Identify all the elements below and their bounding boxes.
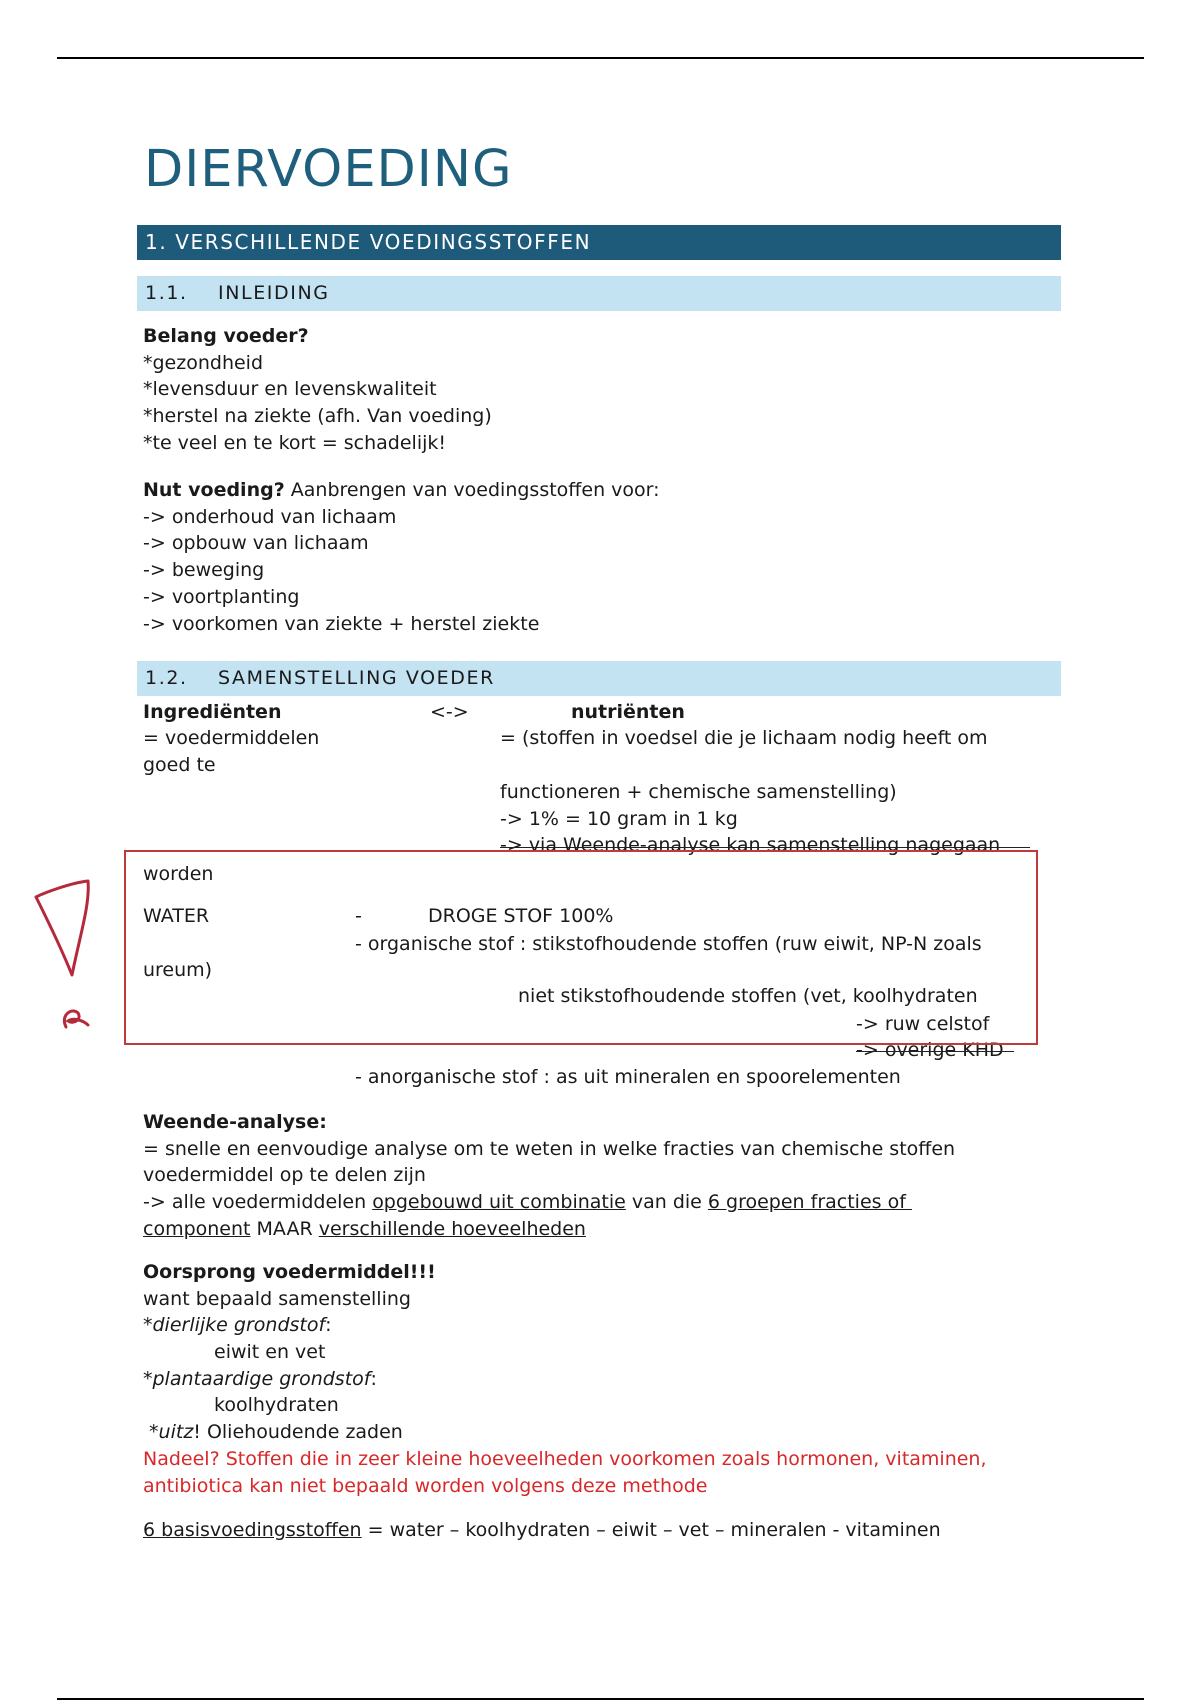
overige-khd-line: -> overige KHD [856,1039,1004,1061]
section-heading-1-1 [137,276,1061,311]
section-label: INLEIDING [218,282,330,304]
strikethrough-line [500,847,1030,848]
text-run: * [143,1421,159,1443]
goed-te: goed te [143,754,216,776]
text-run: = water – koolhydraten – eiwit – vet – mineralen - vitaminen [361,1519,941,1541]
belang-item: *te veel en te kort = schadelijk! [143,432,447,454]
strikethrough-line [856,1051,1014,1052]
text-run: * [143,1314,153,1336]
basisvoedingsstoffen-line [143,1517,941,1543]
dierlijke-line [143,1312,332,1338]
weende-line [143,1189,912,1215]
nutrienten-label: nutriënten [571,701,685,723]
niet-stikstof-line: niet stikstofhoudende stoffen (vet, koolhydraten [518,985,978,1007]
annotation-box [124,850,1038,1045]
section-label: SAMENSTELLING VOEDER [218,667,495,689]
nadeel-line: antibiotica kan niet bepaald worden volgens deze methode [143,1475,708,1497]
water-label: WATER [143,905,210,927]
text-run: van die [625,1191,708,1213]
weende-heading: Weende-analyse: [143,1111,327,1133]
organische-stof-line: - organische stof : stikstofhoudende stoffen (ruw eiwit, NP-N zoals [355,933,982,955]
plantaardige-line [143,1366,377,1392]
ruw-celstof-line: -> ruw celstof [856,1013,990,1035]
text-run: component [143,1218,251,1240]
belang-item: *levensduur en levenskwaliteit [143,378,437,400]
text-run: * [143,1368,153,1390]
text-run: MAAR [250,1218,319,1240]
page-title: DIERVOEDING [144,140,513,199]
section-number: 1.1. [145,282,188,304]
text-run: uitz [158,1421,194,1443]
text-run: ! Oliehoudende zaden [193,1421,403,1443]
text-run: dierlijke grondstof [152,1314,326,1336]
anorganische-stof-line: - anorganische stof : as uit mineralen en spoorelementen [355,1066,901,1088]
section-heading-1: 1. VERSCHILLENDE VOEDINGSSTOFFEN [137,225,1061,260]
nut-item: -> onderhoud van lichaam [143,506,397,528]
weende-line [143,1216,586,1242]
text-run: 6 groepen fracties of [707,1191,912,1213]
worden-line: worden [143,863,214,885]
uitz-line [143,1419,403,1445]
top-rule [57,57,1144,59]
nut-item: -> opbouw van lichaam [143,532,369,554]
functioneren-line: functioneren + chemische samenstelling) [500,781,897,803]
nut-item: -> beweging [143,559,265,581]
ureum-line: ureum) [143,959,213,981]
belang-item: *gezondheid [143,352,264,374]
text-run: verschillende hoeveelheden [318,1218,586,1240]
nut-item: -> voortplanting [143,586,300,608]
weende-line: voedermiddel op te delen zijn [143,1164,426,1186]
weende-line: = snelle en eenvoudige analyse om te weten in welke fracties van chemische stoffen [143,1138,956,1160]
belang-heading: Belang voeder? [143,325,309,347]
weende-via-line: -> via Weende-analyse kan samenstelling nagegaan [500,834,1001,856]
nutrienten-def: = (stoffen in voedsel die je lichaam nodig heeft om [500,727,988,749]
dierlijke-value: eiwit en vet [214,1341,326,1363]
voedermiddelen-def: = voedermiddelen [143,727,320,749]
dash: - [355,905,362,927]
section-heading-1-2 [137,661,1061,696]
nut-heading: Nut voeding? [143,479,285,501]
droge-stof-label: DROGE STOF 100% [428,905,614,927]
percent-line: -> 1% = 10 gram in 1 kg [500,808,738,830]
oorsprong-line: want bepaald samenstelling [143,1288,411,1310]
belang-item: *herstel na ziekte (afh. Van voeding) [143,405,492,427]
handwritten-annotation-icon [30,875,100,1035]
text-run: 6 basisvoedingsstoffen [143,1519,362,1541]
text-run: : [370,1368,377,1390]
nadeel-line: Nadeel? Stoffen die in zeer kleine hoeveelheden voorkomen zoals hormonen, vitaminen, [143,1448,987,1470]
ingredienten-label: Ingrediënten [143,701,282,723]
text-run: opgebouwd uit combinatie [372,1191,626,1213]
text-run: : [325,1314,332,1336]
arrow-label: <-> [430,701,469,723]
section-number: 1.2. [145,667,188,689]
oorsprong-heading: Oorsprong voedermiddel!!! [143,1261,436,1283]
text-run: plantaardige grondstof [152,1368,371,1390]
text-run: -> alle voedermiddelen [143,1191,373,1213]
plantaardige-value: koolhydraten [214,1394,339,1416]
nut-paragraph [143,477,660,503]
nut-intro: Aanbrengen van voedingsstoffen voor: [284,479,660,501]
nut-item: -> voorkomen van ziekte + herstel ziekte [143,613,540,635]
